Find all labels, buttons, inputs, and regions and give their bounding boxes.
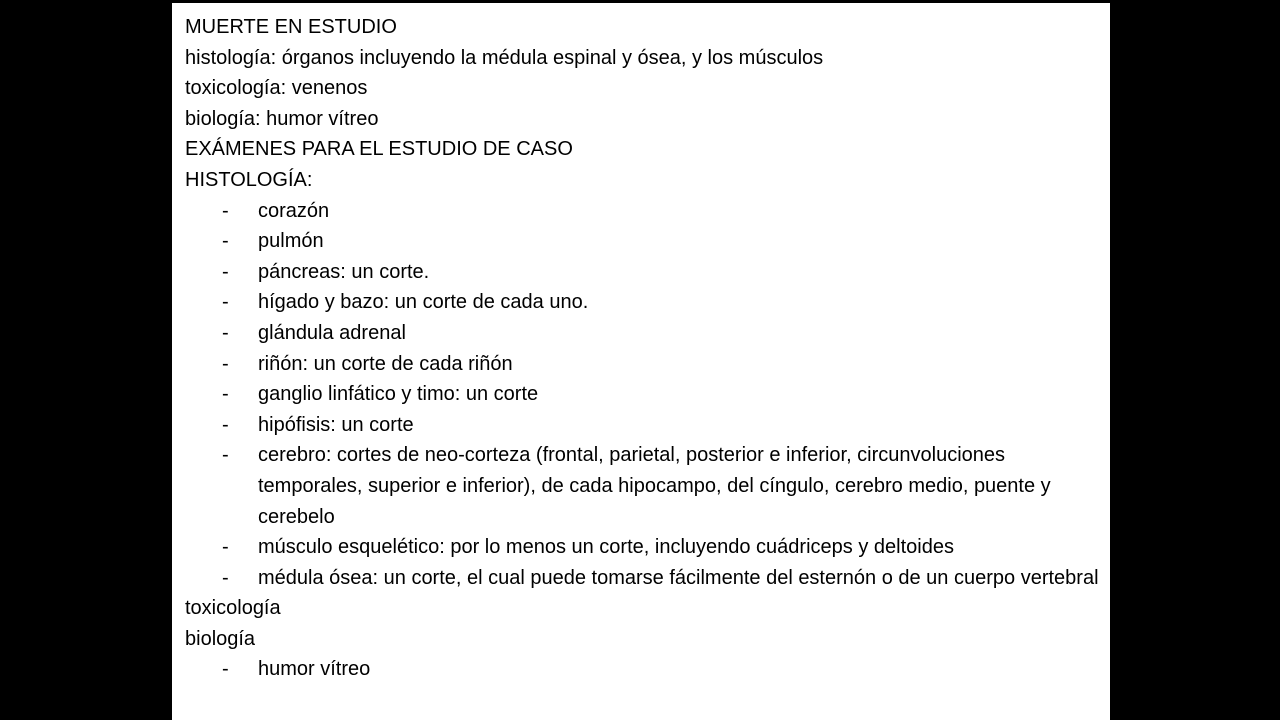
list-item-text: cerebro: cortes de neo-corteza (frontal, parietal, posterior e inferior, circunvoluciones temporales, superior e inferior), de cada hipocampo, del cíngulo, cerebro medio, puente y cerebelo (258, 444, 1051, 528)
section-heading: EXÁMENES PARA EL ESTUDIO DE CASO (185, 138, 573, 161)
list-item-text: glándula adrenal (258, 321, 406, 344)
list-item (185, 226, 1103, 257)
list-item (185, 654, 1103, 685)
dash-bullet: - (222, 413, 229, 436)
biology-list (185, 654, 1105, 685)
dash-bullet: - (222, 658, 229, 681)
list-item-text: páncreas: un corte. (258, 260, 430, 283)
histology-heading: HISTOLOGÍA: (185, 168, 313, 191)
list-item-text: ganglio linfático y timo: un corte (258, 383, 539, 406)
dash-bullet: - (222, 444, 229, 467)
list-item (185, 440, 1103, 532)
list-item (185, 349, 1103, 380)
list-item (185, 379, 1103, 410)
intro-line-biology: biología: humor vítreo (185, 107, 379, 130)
list-item-text: hipófisis: un corte (258, 413, 414, 436)
list-item-text: músculo esquelético: por lo menos un corte, incluyendo cuádriceps y deltoides (258, 536, 954, 559)
histology-list (185, 196, 1105, 594)
list-item (185, 532, 1103, 563)
document-content (185, 12, 1105, 685)
dash-bullet: - (222, 352, 229, 375)
dash-bullet: - (222, 199, 229, 222)
toxicology-heading: toxicología (185, 597, 281, 620)
intro-line-histology: histología: órganos incluyendo la médula espinal y ósea, y los músculos (185, 46, 824, 69)
list-item (185, 318, 1103, 349)
list-item-text: médula ósea: un corte, el cual puede tomarse fácilmente del esternón o de un cuerpo vertebral (258, 566, 1099, 589)
list-item-text: corazón (258, 199, 330, 222)
dash-bullet: - (222, 321, 229, 344)
list-item (185, 563, 1103, 594)
list-item (185, 257, 1103, 288)
document-page (172, 3, 1110, 720)
dash-bullet: - (222, 566, 229, 589)
list-item (185, 287, 1103, 318)
document-title: MUERTE EN ESTUDIO (185, 16, 397, 38)
dash-bullet: - (222, 536, 229, 559)
dash-bullet: - (222, 260, 229, 283)
list-item-text: hígado y bazo: un corte de cada uno. (258, 291, 589, 314)
list-item (185, 196, 1103, 227)
list-item-text: riñón: un corte de cada riñón (258, 352, 513, 375)
intro-line-toxicology: toxicología: venenos (185, 77, 368, 100)
biology-heading: biología (185, 627, 256, 650)
dash-bullet: - (222, 383, 229, 406)
list-item-text: humor vítreo (258, 658, 371, 681)
list-item-text: pulmón (258, 230, 324, 253)
dash-bullet: - (222, 291, 229, 314)
dash-bullet: - (222, 230, 229, 253)
list-item (185, 410, 1103, 441)
